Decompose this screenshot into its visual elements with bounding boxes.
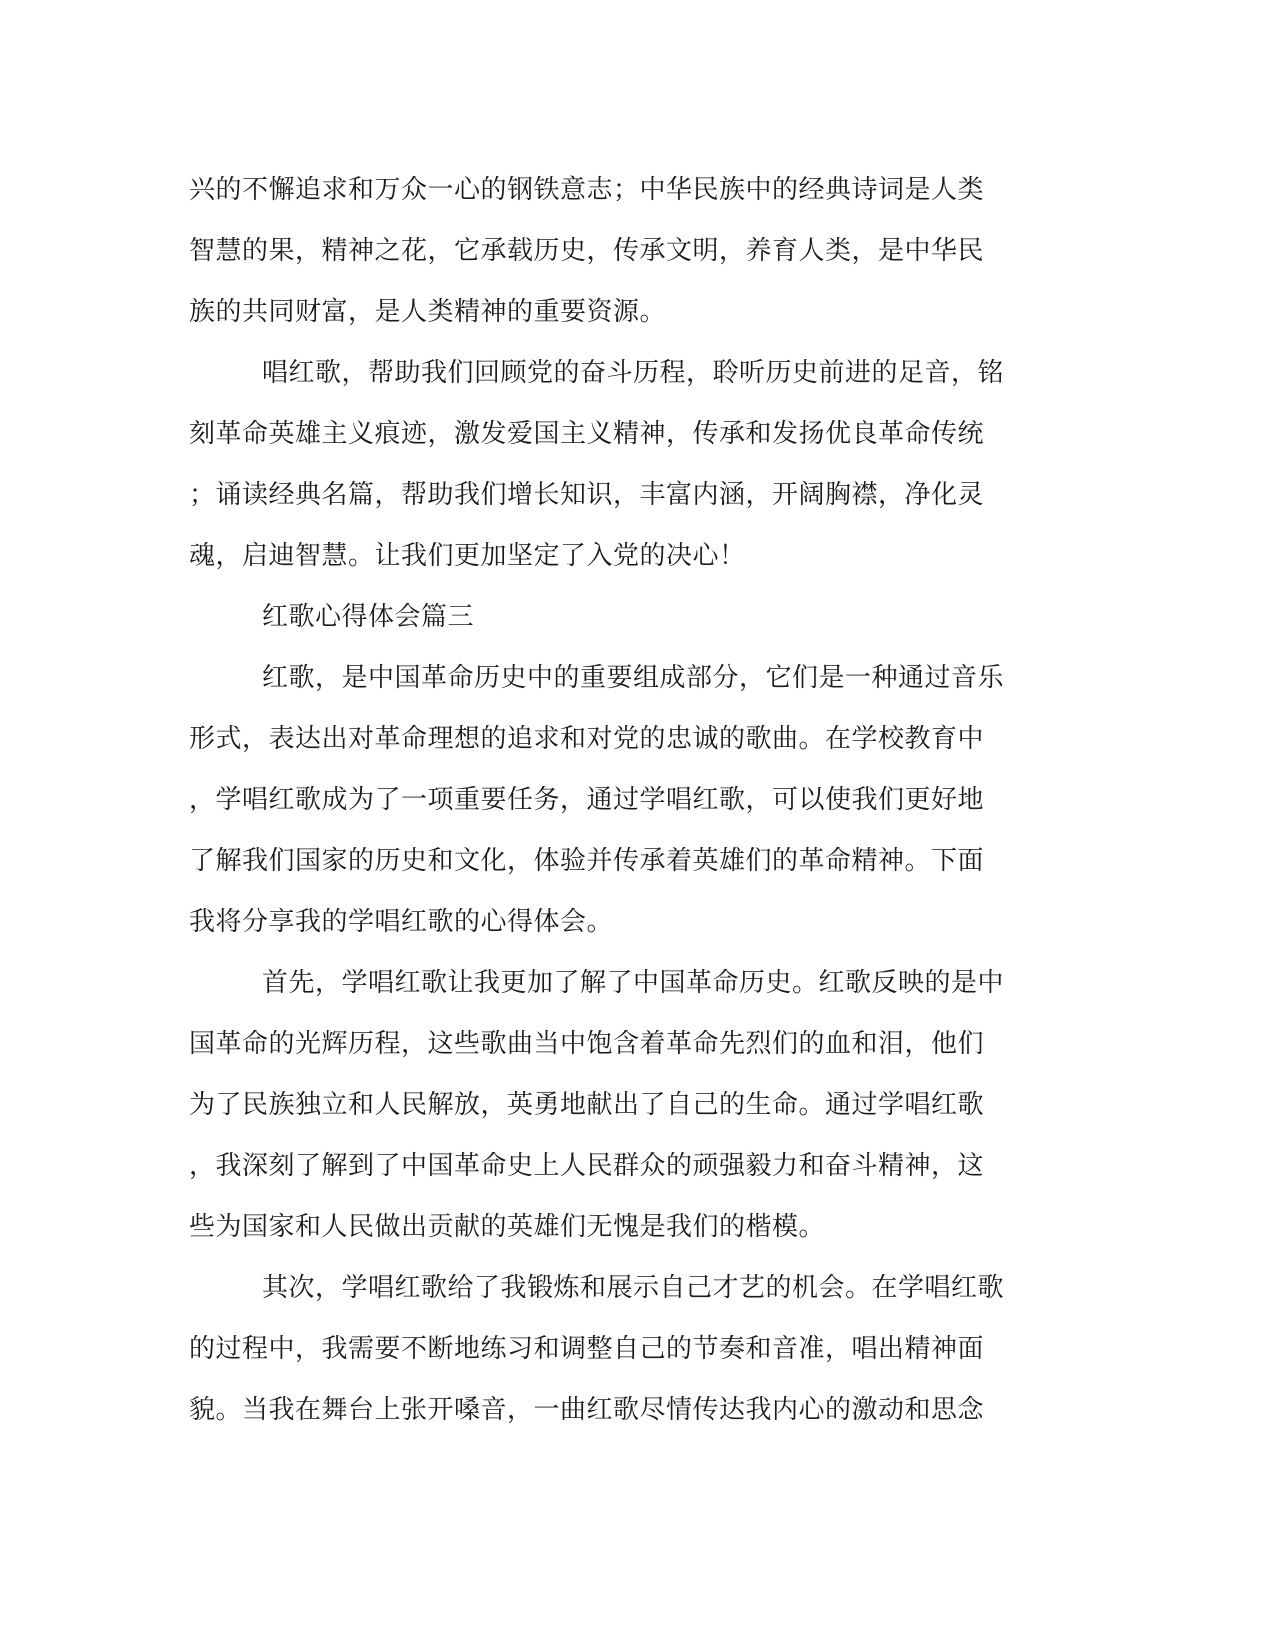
text-line: 些为国家和人民做出贡献的英雄们无愧是我们的楷模。 <box>189 1212 826 1242</box>
paragraph <box>189 1258 1089 1441</box>
section-heading <box>189 587 1089 648</box>
text-line: 首先，学唱红歌让我更加了解了中国革命历史。红歌反映的是中 <box>262 968 1005 998</box>
paragraph <box>189 160 1089 343</box>
text-line: ；诵读经典名篇，帮助我们增长知识，丰富内涵，开阔胸襟，净化灵 <box>189 480 985 510</box>
text-line: 的过程中，我需要不断地练习和调整自己的节奏和音准，唱出精神面 <box>189 1334 985 1364</box>
text-line: 了解我们国家的历史和文化，体验并传承着英雄们的革命精神。下面 <box>189 846 985 876</box>
text-line: 貌。当我在舞台上张开嗓音，一曲红歌尽情传达我内心的激动和思念 <box>189 1395 985 1425</box>
paragraph <box>189 343 1089 587</box>
text-line: 为了民族独立和人民解放，英勇地献出了自己的生命。通过学唱红歌 <box>189 1090 985 1120</box>
text-line: 兴的不懈追求和万众一心的钢铁意志；中华民族中的经典诗词是人类 <box>189 175 985 205</box>
text-line: 红歌，是中国革命历史中的重要组成部分，它们是一种通过音乐 <box>262 663 1005 693</box>
text-line: ，学唱红歌成为了一项重要任务，通过学唱红歌，可以使我们更好地 <box>189 785 985 815</box>
text-line: 我将分享我的学唱红歌的心得体会。 <box>189 907 614 937</box>
paragraph <box>189 953 1089 1258</box>
text-line: 其次，学唱红歌给了我锻炼和展示自己才艺的机会。在学唱红歌 <box>262 1273 1005 1303</box>
text-line: ，我深刻了解到了中国革命史上人民群众的顽强毅力和奋斗精神，这 <box>189 1151 985 1181</box>
text-line: 魂，启迪智慧。让我们更加坚定了入党的决心！ <box>189 541 746 571</box>
section-title: 红歌心得体会篇三 <box>262 602 475 632</box>
text-line: 族的共同财富，是人类精神的重要资源。 <box>189 297 667 327</box>
text-line: 刻革命英雄主义痕迹，激发爱国主义精神，传承和发扬优良革命传统 <box>189 419 985 449</box>
text-line: 形式，表达出对革命理想的追求和对党的忠诚的歌曲。在学校教育中 <box>189 724 985 754</box>
paragraph <box>189 648 1089 953</box>
document-body <box>189 160 1089 1441</box>
text-line: 智慧的果，精神之花，它承载历史，传承文明，养育人类，是中华民 <box>189 236 985 266</box>
text-line: 国革命的光辉历程，这些歌曲当中饱含着革命先烈们的血和泪，他们 <box>189 1029 985 1059</box>
text-line: 唱红歌，帮助我们回顾党的奋斗历程，聆听历史前进的足音，铭 <box>262 358 1005 388</box>
